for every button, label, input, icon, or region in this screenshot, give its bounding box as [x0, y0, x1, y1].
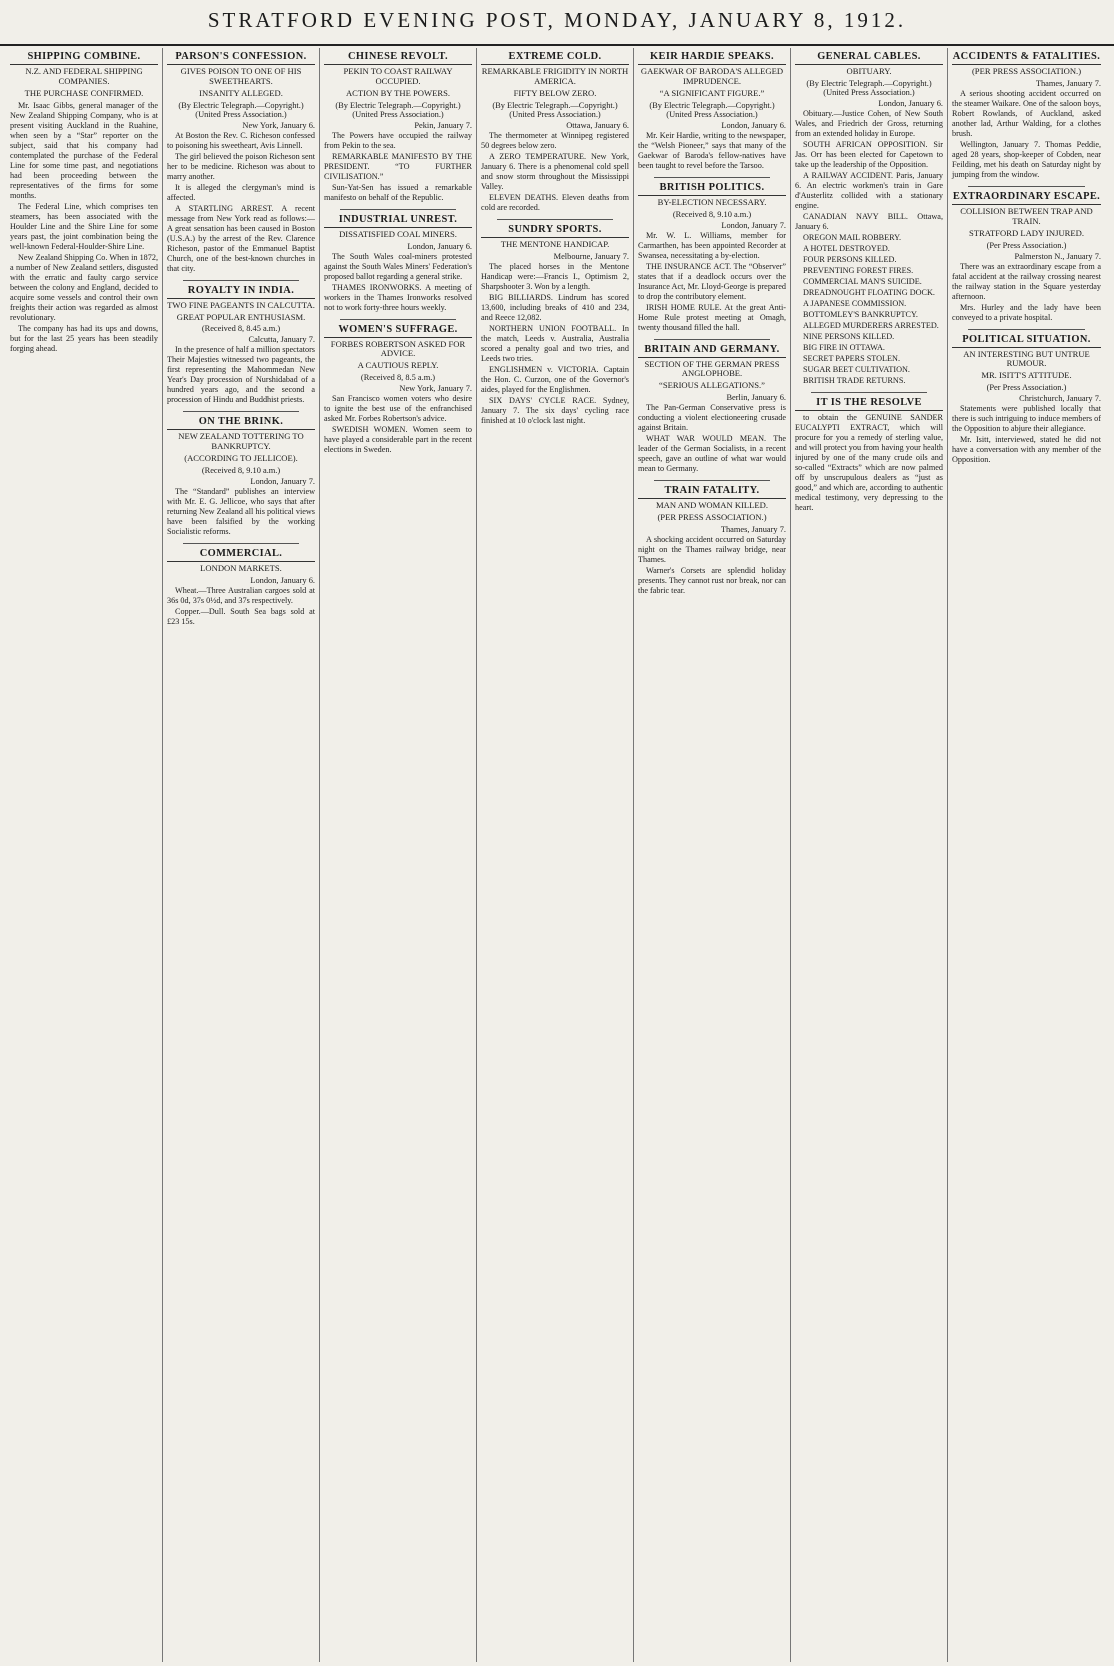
- headline: IT IS THE RESOLVE: [795, 397, 943, 411]
- paragraph: A STARTLING ARREST. A recent message from New York read as follows:—A great sensation has been caused in Boston (U.S.A.) by the arrest of the Rev. Clarence Richeson, pastor of the Emmanuel Baptist Church, one of the best-known churches in that city.: [167, 203, 315, 273]
- paragraph: SIX DAYS' CYCLE RACE. Sydney, January 7. The six days' cycling race finished at 10 o'clock last night.: [481, 395, 629, 425]
- headline: INDUSTRIAL UNREST.: [324, 214, 472, 228]
- article-divider: [968, 329, 1085, 330]
- article: [481, 224, 629, 426]
- headline: SHIPPING COMBINE.: [10, 51, 158, 65]
- subheading: AN INTERESTING BUT UNTRUE RUMOUR.: [963, 348, 1090, 369]
- paragraph: The placed horses in the Mentone Handicap were:—Francis I., Optimism 2, Sharpshooter 3. Won by a length.: [481, 261, 629, 291]
- subheading: “SERIOUS ALLEGATIONS.”: [659, 380, 765, 391]
- paragraph: Wheat.—Three Australian cargoes sold at 36s 0d, 37s 0½d, and 37s respectively.: [167, 585, 315, 605]
- paragraph: Wellington, January 7. Thomas Peddie, aged 28 years, shop-keeper of Cobden, near Feilding, met his death on Saturday night by jumping from the window.: [952, 139, 1101, 179]
- subheading: GIVES POISON TO ONE OF HIS SWEETHEARTS.: [180, 66, 302, 86]
- article: [10, 51, 158, 354]
- paragraph: FOUR PERSONS KILLED.: [803, 254, 897, 264]
- article-divider: [183, 411, 299, 412]
- paragraph: BRITISH TRADE RETURNS.: [803, 375, 906, 385]
- dateline: London, January 6.: [878, 98, 943, 108]
- paragraph: At Boston the Rev. C. Richeson confessed to poisoning his sweetheart, Avis Linnell.: [167, 130, 315, 150]
- article: [638, 344, 786, 475]
- dateline: Pekin, January 7.: [414, 120, 472, 130]
- paragraph: ELEVEN DEATHS. Eleven deaths from cold are recorded.: [481, 192, 629, 212]
- dateline: New York, January 6.: [242, 120, 315, 130]
- article-divider: [654, 339, 770, 340]
- article: [638, 485, 786, 596]
- paragraph: SWEDISH WOMEN. Women seem to have played a considerable part in the recent elections in Sweden.: [324, 425, 472, 455]
- received-line: (Received 8, 9.10 a.m.): [672, 209, 752, 219]
- column: [320, 48, 477, 1662]
- subheading: STRATFORD LADY INJURED.: [969, 227, 1084, 238]
- paragraph: Obituary.—Justice Cohen, of New South Wales, and Friedrich der Gross, returning from an extended holiday in Europe.: [795, 108, 943, 138]
- column: [163, 48, 320, 1662]
- dateline: London, January 6.: [250, 575, 315, 585]
- received-line: (By Electric Telegraph.—Copyright.) (United Press Association.): [649, 100, 775, 119]
- subheading: PEKIN TO COAST RAILWAY OCCUPIED.: [343, 66, 453, 86]
- received-line: (Per Press Association.): [986, 383, 1067, 393]
- article: [167, 285, 315, 406]
- paragraph: The Powers have occupied the railway from Pekin to the sea.: [324, 130, 472, 150]
- subheading: (PER PRESS ASSOCIATION.): [657, 512, 767, 522]
- paragraph: ENGLISHMEN v. VICTORIA. Captain the Hon. C. Curzon, one of the Governor's aides, played for the Englishmen.: [481, 364, 629, 394]
- paragraph: Mr. Isaac Gibbs, general manager of the New Zealand Shipping Company, who is at present visiting Auckland in the Ruahine, when seen by a “Star” reporter on the subject, said that his company had contemplated the purchase of the Federal Line for some time past, and negotiations had been proceeding between the representatives of the firms for some months.: [10, 100, 158, 200]
- paragraph: NINE PERSONS KILLED.: [803, 331, 895, 341]
- paragraph: Statements were published locally that there is such intriguing to induce members of the Opposition to abjure their allegiance.: [952, 404, 1101, 434]
- subheading: SECTION OF THE GERMAN PRESS ANGLOPHOBE.: [644, 358, 780, 379]
- headline: ON THE BRINK.: [167, 416, 315, 430]
- paragraph: In the presence of half a million spectators Their Majesties witnessed two pageants, the first representing the Mahommedan New Year's Day procession of Nurshidabad of a hundred years ago, and the second a procession of Hindu and Buddhist priests.: [167, 345, 315, 405]
- column: [634, 48, 791, 1662]
- headline: KEIR HARDIE SPEAKS.: [638, 51, 786, 65]
- paragraph: The “Standard” publishes an interview with Mr. E. G. Jellicoe, who says that after returning New Zealand all his political views have been falsified by the working Socialistic reforms.: [167, 487, 315, 536]
- subheading: DISSATISFIED COAL MINERS.: [339, 228, 457, 239]
- received-line: (By Electric Telegraph.—Copyright.) (United Press Association.): [335, 100, 461, 119]
- paragraph: A RAILWAY ACCIDENT. Paris, January 6. An electric workmen's train in Gare d'Austerlitz collided with a stationary engine.: [795, 170, 943, 210]
- dateline: Melbourne, January 7.: [553, 251, 629, 261]
- paragraph: CANADIAN NAVY BILL. Ottawa, January 6.: [795, 211, 943, 231]
- column: [948, 48, 1105, 1662]
- paragraph: It is alleged the clergyman's mind is affected.: [167, 182, 315, 202]
- article-divider: [968, 186, 1085, 187]
- dateline: Thames, January 7.: [720, 524, 786, 534]
- article: [952, 334, 1101, 466]
- paragraph: BOTTOMLEY'S BANKRUPTCY.: [803, 309, 918, 319]
- subheading: COLLISION BETWEEN TRAP AND TRAIN.: [960, 205, 1093, 226]
- headline: PARSON'S CONFESSION.: [167, 51, 315, 65]
- headline: ACCIDENTS & FATALITIES.: [952, 51, 1101, 65]
- dateline: New York, January 7.: [399, 384, 472, 394]
- paragraph: THAMES IRONWORKS. A meeting of workers in the Thames Ironworks resolved not to work forty-three hours weekly.: [324, 282, 472, 312]
- headline: EXTREME COLD.: [481, 51, 629, 65]
- subheading: MR. ISITT'S ATTITUDE.: [981, 370, 1072, 381]
- dateline: London, January 6.: [407, 241, 472, 251]
- headline: POLITICAL SITUATION.: [952, 334, 1101, 348]
- subheading: MAN AND WOMAN KILLED.: [655, 500, 769, 511]
- paragraph: A ZERO TEMPERATURE. New York, January 6. There is a phenomenal cold spell and snow storm throughout the Mississippi Valley.: [481, 151, 629, 191]
- article: [167, 416, 315, 537]
- paragraph: SUGAR BEET CULTIVATION.: [803, 364, 910, 374]
- dateline: Thames, January 7.: [1035, 78, 1101, 88]
- article: [167, 51, 315, 274]
- received-line: (By Electric Telegraph.—Copyright.) (United Press Association.): [492, 100, 618, 119]
- paragraph: Mr. W. L. Williams, member for Carmarthen, has been appointed Recorder at Swansea, necessitating a by-election.: [638, 230, 786, 260]
- newspaper-title: STRATFORD EVENING POST, MONDAY, JANUARY 8, 1912.: [207, 8, 907, 32]
- article: [952, 51, 1101, 180]
- article-divider: [340, 319, 456, 320]
- subheading: NEW ZEALAND TOTTERING TO BANKRUPTCY.: [178, 431, 304, 452]
- subheading: THE PURCHASE CONFIRMED.: [24, 87, 144, 98]
- paragraph: COMMERCIAL MAN'S SUICIDE.: [803, 276, 922, 286]
- received-line: (Per Press Association.): [986, 240, 1067, 250]
- headline: SUNDRY SPORTS.: [481, 224, 629, 238]
- paragraph: IRISH HOME RULE. At the great Anti-Home Rule protest meeting at Omagh, twenty thousand filled the hall.: [638, 302, 786, 332]
- subheading: A CAUTIOUS REPLY.: [357, 360, 439, 371]
- subheading: N.Z. AND FEDERAL SHIPPING COMPANIES.: [25, 66, 143, 86]
- subheading: BY-ELECTION NECESSARY.: [657, 196, 767, 207]
- article-divider: [340, 209, 456, 210]
- subheading: “A SIGNIFICANT FIGURE.”: [659, 87, 765, 98]
- paragraph: Warner's Corsets are splendid holiday presents. They cannot rust nor break, nor can the fabric tear.: [638, 565, 786, 595]
- headline: WOMEN'S SUFFRAGE.: [324, 324, 472, 338]
- dateline: Christchurch, January 7.: [1019, 394, 1101, 404]
- subheading: THE MENTONE HANDICAP.: [500, 238, 610, 249]
- article: [638, 182, 786, 333]
- article-divider: [811, 392, 927, 393]
- paragraph: BIG BILLIARDS. Lindrum has scored 13,600, including breaks of 410 and 234, and Reece 12,082.: [481, 292, 629, 322]
- dateline: Ottawa, January 6.: [566, 120, 629, 130]
- article-divider: [654, 480, 770, 481]
- subheading: OBITUARY.: [846, 66, 892, 76]
- paragraph: Mrs. Hurley and the lady have been conveyed to a private hospital.: [952, 302, 1101, 322]
- paragraph: The Pan-German Conservative press is conducting a violent electioneering crusade against Britain.: [638, 403, 786, 433]
- masthead: [0, 0, 1114, 46]
- subheading: (PER PRESS ASSOCIATION.): [971, 66, 1082, 76]
- paragraph: Sun-Yat-Sen has issued a remarkable manifesto on behalf of the Republic.: [324, 182, 472, 202]
- article: [952, 191, 1101, 323]
- paragraph: SECRET PAPERS STOLEN.: [803, 353, 900, 363]
- paragraph: BIG FIRE IN OTTAWA.: [803, 342, 885, 352]
- paragraph: SOUTH AFRICAN OPPOSITION. Sir Jas. Orr has been elected for Capetown to take up the leadership of the Opposition.: [795, 139, 943, 169]
- subheading: (ACCORDING TO JELLICOE).: [184, 453, 298, 464]
- paragraph: to obtain the GENUINE SANDER EUCALYPTI EXTRACT, which will procure for you a remedy of sterling value, and will protect you from having your health injured by one of the many crude oils and so-called “Extracts” which are now palmed off by unscrupulous dealers as “just as good,” and which are, according to authentic medical testimony, very depressing to the heart.: [795, 412, 943, 512]
- subheading: INSANITY ALLEGED.: [199, 87, 283, 98]
- column: [6, 48, 163, 1662]
- paragraph: The company has had its ups and downs, but for the last 25 years has been steadily forging ahead.: [10, 323, 158, 353]
- subheading: TWO FINE PAGEANTS IN CALCUTTA.: [167, 299, 315, 310]
- subheading: FIFTY BELOW ZERO.: [513, 87, 597, 98]
- paragraph: The girl believed the poison Richeson sent her to be medicine. Richeson was about to marry another.: [167, 151, 315, 181]
- paragraph: NORTHERN UNION FOOTBALL. In the match, Leeds v. Australia, Australia scored a penalty goal and two tries, and Leeds two tries.: [481, 323, 629, 363]
- paragraph: DREADNOUGHT FLOATING DOCK.: [803, 287, 935, 297]
- paragraph: PREVENTING FOREST FIRES.: [803, 265, 914, 275]
- paragraph: Mr. Keir Hardie, writing to the newspaper, the “Welsh Pioneer,” says that many of the Gaekwar of Baroda's fellow-natives have been taught to revel before the Tarsoo.: [638, 130, 786, 170]
- column: [791, 48, 948, 1662]
- subheading: LONDON MARKETS.: [200, 563, 282, 573]
- article: [324, 51, 472, 203]
- article-divider: [183, 280, 299, 281]
- newspaper-page: [6, 48, 1108, 1662]
- paragraph: There was an extraordinary escape from a fatal accident at the railway crossing nearest the railway station in the Square yesterday afternoon.: [952, 261, 1101, 301]
- headline: CHINESE REVOLT.: [324, 51, 472, 65]
- dateline: London, January 7.: [721, 220, 786, 230]
- paragraph: The thermometer at Winnipeg registered 50 degrees below zero.: [481, 130, 629, 150]
- article: [795, 51, 943, 386]
- subheading: REMARKABLE FRIGIDITY IN NORTH AMERICA.: [481, 66, 629, 86]
- paragraph: OREGON MAIL ROBBERY.: [803, 232, 902, 242]
- column: [477, 48, 634, 1662]
- paragraph: WHAT WAR WOULD MEAN. The leader of the German Socialists, in a recent speech, gave an outline of what war would mean to Germany.: [638, 434, 786, 474]
- article-divider: [497, 219, 613, 220]
- article: [324, 324, 472, 456]
- article: [167, 548, 315, 627]
- article: [795, 397, 943, 513]
- paragraph: THE INSURANCE ACT. The “Observer” states that if a deadlock occurs over the Insurance Act, Mr. Lloyd-George is prepared to drop the contributory element.: [638, 261, 786, 301]
- article: [638, 51, 786, 171]
- received-line: (By Electric Telegraph.—Copyright.) (United Press Association.): [178, 100, 304, 119]
- paragraph: ALLEGED MURDERERS ARRESTED.: [803, 320, 939, 330]
- subheading: ACTION BY THE POWERS.: [345, 87, 451, 98]
- subheading: GAEKWAR OF BARODA'S ALLEGED IMPRUDENCE.: [640, 66, 784, 86]
- headline: GENERAL CABLES.: [795, 51, 943, 65]
- dateline: London, January 7.: [250, 477, 315, 486]
- paragraph: New Zealand Shipping Co. When in 1872, a number of New Zealand settlers, disgusted with the erratic and faulty cargo service between the colony and England, decided to acquire some vessels and control their own freights their action was regarded as almost revolutionary.: [10, 252, 158, 322]
- headline: ROYALTY IN INDIA.: [167, 285, 315, 299]
- paragraph: REMARKABLE MANIFESTO BY THE PRESIDENT. “TO FURTHER CIVILISATION.”: [324, 151, 472, 181]
- paragraph: A JAPANESE COMMISSION.: [803, 298, 907, 308]
- paragraph: Mr. Isitt, interviewed, stated he did not have a conversation with any member of the Opposition.: [952, 435, 1101, 465]
- received-line: (By Electric Telegraph.—Copyright.) (United Press Association.): [806, 78, 932, 97]
- subheading: FORBES ROBERTSON ASKED FOR ADVICE.: [330, 338, 466, 359]
- headline: TRAIN FATALITY.: [638, 485, 786, 499]
- paragraph: A HOTEL DESTROYED.: [803, 243, 890, 253]
- paragraph: A shocking accident occurred on Saturday night on the Thames railway bridge, near Thames.: [638, 534, 786, 564]
- headline: BRITISH POLITICS.: [638, 182, 786, 196]
- article-divider: [183, 543, 299, 544]
- headline: COMMERCIAL.: [167, 548, 315, 562]
- paragraph: A serious shooting accident occurred on the steamer Waikare. One of the saloon boys, Robert Rowlands, of Auckland, asked another lad, Arthur Walding, for a clothes brush.: [952, 88, 1101, 138]
- paragraph: The South Wales coal-miners protested against the South Wales Miners' Federation's proposed ballot regarding a general strike.: [324, 251, 472, 281]
- paragraph: Copper.—Dull. South Sea bags sold at £23 15s.: [167, 606, 315, 626]
- dateline: London, January 6.: [721, 120, 786, 130]
- article: [324, 214, 472, 313]
- article: [481, 51, 629, 213]
- article-divider: [654, 177, 770, 178]
- paragraph: The Federal Line, which comprises ten steamers, has been associated with the Houlder Line and the Shire Line for some years past, the joint combination being the well-known Federal-Houlder-Shire Line.: [10, 201, 158, 251]
- paragraph: San Francisco women voters who desire to ignite the best use of the enfranchised asked Mr. Forbes Robertson's advice.: [324, 394, 472, 424]
- headline: BRITAIN AND GERMANY.: [638, 344, 786, 358]
- dateline: Palmerston N., January 7.: [1014, 251, 1101, 261]
- received-line: (Received 8, 8.5 a.m.): [360, 373, 436, 383]
- subheading: GREAT POPULAR ENTHUSIASM.: [176, 311, 306, 322]
- headline: EXTRAORDINARY ESCAPE.: [952, 191, 1101, 205]
- received-line: (Received 8, 9.10 a.m.): [201, 466, 281, 475]
- dateline: Berlin, January 6.: [726, 393, 786, 403]
- received-line: (Received 8, 8.45 a.m.): [201, 324, 281, 334]
- dateline: Calcutta, January 7.: [248, 335, 315, 345]
